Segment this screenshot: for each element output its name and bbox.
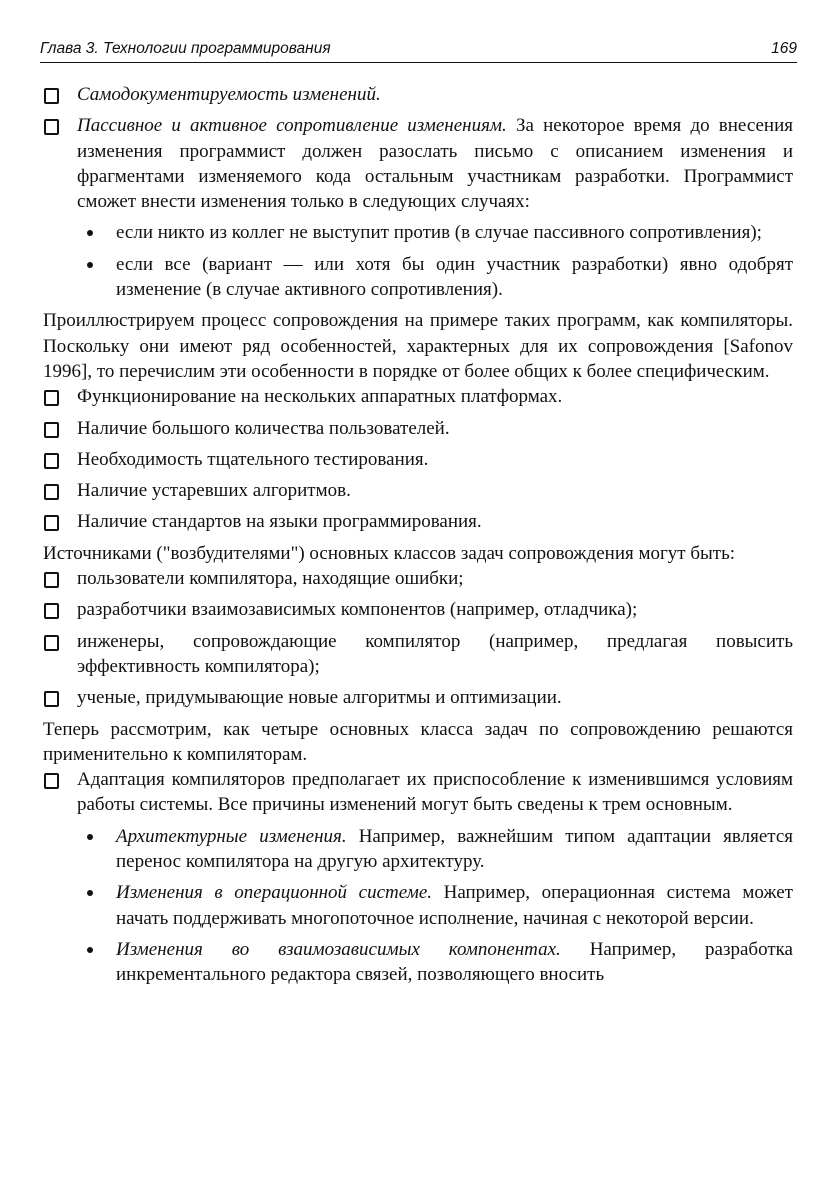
item-text: Функционирование на нескольких аппаратных платформах.: [77, 386, 563, 408]
item-text: если все (вариант — или хотя бы один участник разработки) явно одобрят изменение (в случае активного сопротивления).: [116, 253, 793, 301]
item-text: Наличие большого количества пользователей.: [77, 417, 450, 439]
bullet-dot-icon: [87, 230, 93, 236]
list-item: [43, 113, 793, 214]
page-header: [40, 36, 797, 63]
list-item: [43, 416, 793, 441]
item-text: Например, разработка инкрементального редактора связей, позволяющего вносить: [116, 938, 793, 986]
item-text: Самодокументируемость изменений.: [77, 84, 381, 105]
item-text: ученые, придумывающие новые алгоритмы и оптимизации.: [77, 687, 562, 709]
checkbox-bullet-icon: [44, 635, 59, 651]
item-text: разработчики взаимозависимых компонентов (например, отладчика);: [77, 599, 638, 621]
item-emphasis: Изменения в операционной системе.: [116, 882, 433, 904]
item-text: Например, операционная система может начать поддерживать многопоточное исполнение, начиная с некоторой версии.: [116, 882, 793, 929]
checkbox-bullet-icon: [44, 691, 59, 707]
list-item: [43, 767, 793, 818]
item-text: Наличие устаревших алгоритмов.: [77, 480, 351, 502]
paragraph: Источниками ("возбудителями") основных классов задач сопровождения могут быть:: [43, 542, 736, 564]
paragraph: Проиллюстрируем процесс сопровождения на примере таких программ, как компиляторы. Поскольку они имеют ряд особенностей, характерных для их сопровождения [Safonov 1996], то перечислим эти особенности в порядке от более общих к более специфическим.: [43, 310, 793, 382]
checkbox-bullet-icon: [44, 572, 59, 588]
item-text: пользователи компилятора, находящие ошибки;: [77, 568, 464, 590]
checkbox-bullet-icon: [44, 119, 59, 135]
checkbox-bullet-icon: [44, 603, 59, 619]
sub-list-item: [43, 824, 793, 875]
item-text: За некоторое время до внесения изменения программист должен разослать письмо с описанием изменения и фрагментами изменяемого кода остальным участникам разработки. Программист сможет внести изменения только в следующих случаях:: [77, 115, 793, 213]
checkbox-bullet-icon: [44, 88, 59, 104]
checkbox-bullet-icon: [44, 422, 59, 438]
page-number: 169: [771, 40, 797, 57]
list-item: [43, 566, 793, 591]
item-emphasis: Изменения во взаимозависимых компонентах.: [116, 938, 561, 960]
checkbox-bullet-icon: [44, 484, 59, 500]
item-text: если никто из коллег не выступит против (в случае пассивного сопротивления);: [116, 222, 762, 244]
item-text: Например, важнейшим типом адаптации является перенос компилятора на другую архитектуру.: [116, 825, 793, 873]
bullet-dot-icon: [87, 947, 93, 953]
list-item: [43, 597, 793, 622]
list-item: [43, 447, 793, 472]
item-text: Необходимость тщательного тестирования.: [77, 448, 429, 470]
item-text: Адаптация компиляторов предполагает их приспособление к изменившимся условиям работы системы. Все причины изменений могут быть сведены к трем основным.: [77, 769, 793, 816]
list-item: [43, 509, 793, 534]
list-item: [43, 629, 793, 680]
sub-list-item: [43, 252, 793, 303]
item-emphasis: Архитектурные изменения.: [116, 825, 347, 847]
item-text: инженеры, сопровождающие компилятор (например, предлагая повысить эффективность компилятора);: [77, 630, 793, 677]
bullet-dot-icon: [87, 262, 93, 268]
sub-list-item: [43, 220, 793, 245]
sub-list-item: [43, 937, 793, 988]
chapter-title: Глава 3. Технологии программирования: [40, 40, 331, 57]
sub-list-item: [43, 880, 793, 931]
list-item: [43, 82, 793, 107]
page-body: [43, 82, 793, 994]
checkbox-bullet-icon: [44, 773, 59, 789]
checkbox-bullet-icon: [44, 515, 59, 531]
list-item: [43, 685, 793, 710]
bullet-dot-icon: [87, 890, 93, 896]
list-item: [43, 478, 793, 503]
item-emphasis: Пассивное и активное сопротивление изменениям.: [77, 115, 507, 137]
checkbox-bullet-icon: [44, 390, 59, 406]
paragraph: Теперь рассмотрим, как четыре основных класса задач по сопровождению решаются применительно к компиляторам.: [43, 718, 793, 765]
bullet-dot-icon: [87, 834, 93, 840]
list-item: [43, 384, 793, 409]
item-text: Наличие стандартов на языки программирования.: [77, 511, 482, 533]
checkbox-bullet-icon: [44, 453, 59, 469]
